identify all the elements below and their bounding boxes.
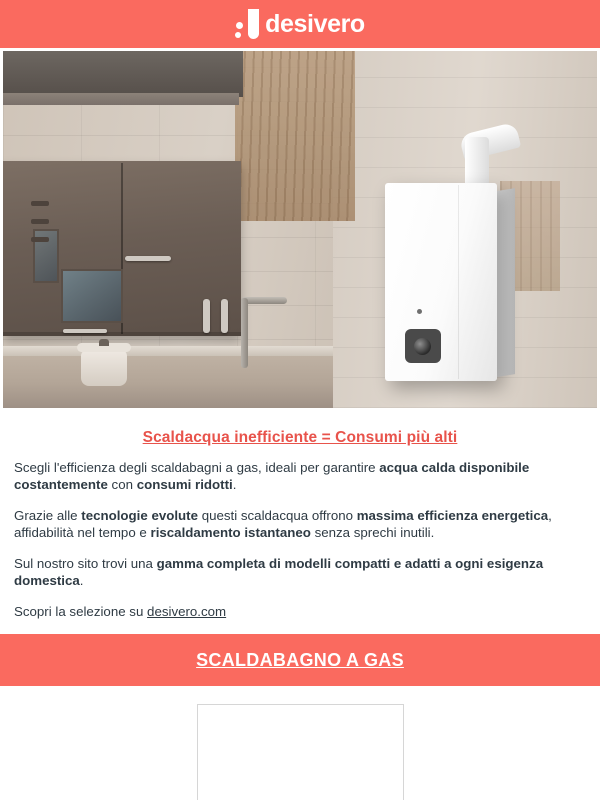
- paragraph-2: [14, 507, 586, 541]
- cabinet-slat: [31, 237, 49, 242]
- brand-name: desivero: [265, 9, 365, 38]
- text-run-bold: consumi ridotti: [136, 477, 233, 492]
- text-run: Grazie alle: [14, 508, 82, 523]
- text-run: questi scaldacqua offrono: [198, 508, 357, 523]
- text-run-bold: acqua calda disponibile costantemente: [14, 460, 530, 492]
- text-run: senza sprechi inutili.: [310, 525, 435, 540]
- cabinet-handle: [221, 299, 228, 333]
- boiler-indicator-light: [417, 309, 422, 314]
- cabinet-slat: [31, 219, 49, 224]
- wood-panel: [235, 51, 355, 221]
- boiler-side-panel: [497, 188, 515, 377]
- cabinet-slat: [31, 201, 49, 206]
- cta-link-scaldabagno-a-gas[interactable]: SCALDABAGNO A GAS: [196, 649, 404, 670]
- paragraph-1: [14, 459, 586, 493]
- body-copy: [0, 453, 600, 620]
- flue-pipe: [465, 137, 489, 189]
- text-run: con: [107, 477, 137, 492]
- ceiling-band: [3, 51, 243, 97]
- text-run: Scopri la selezione su: [14, 604, 148, 619]
- paragraph-3: [14, 555, 586, 589]
- text-run: Sul nostro sito trovi una: [14, 556, 157, 571]
- page-title: Scaldacqua inefficiente = Consumi più alti: [142, 429, 458, 446]
- desivero-d-logo-icon: [235, 9, 261, 39]
- product-grid: [0, 686, 600, 800]
- pot-knob: [99, 339, 109, 346]
- cabinet-handle: [63, 329, 107, 333]
- email-header: [0, 0, 600, 48]
- text-run-bold: riscaldamento istantaneo: [150, 525, 311, 540]
- text-run-bold: tecnologie evolute: [81, 508, 199, 523]
- faucet-icon: [241, 298, 248, 368]
- desivero-site-link[interactable]: desivero.com: [147, 604, 227, 619]
- text-run: .: [79, 573, 84, 588]
- brand-logo[interactable]: [235, 9, 365, 39]
- cta-band[interactable]: [0, 634, 600, 686]
- paragraph-closing: [14, 603, 586, 620]
- cabinet-handle: [203, 299, 210, 333]
- text-run: , affidabilità nel tempo e: [14, 508, 552, 540]
- text-run: Scegli l'efficienza degli scaldabagni a gas, ideali per garantire: [14, 460, 380, 475]
- gas-water-heater-icon: [385, 183, 497, 381]
- counter-top: [3, 346, 333, 356]
- hero-image[interactable]: [3, 51, 597, 408]
- cabinet-handle: [125, 256, 171, 261]
- boiler-seam: [458, 185, 459, 379]
- cabinet-glass-panel: [61, 269, 123, 323]
- text-run-bold: massima efficienza energetica: [356, 508, 549, 523]
- boiler-control-panel: [405, 329, 441, 363]
- pot-icon: [81, 350, 127, 386]
- product-card[interactable]: [197, 704, 404, 800]
- ceiling-band-light: [3, 93, 239, 105]
- text-run-bold: gamma completa di modelli compatti e adatti a ogni esigenza domestica: [14, 556, 544, 588]
- text-run: .: [232, 477, 237, 492]
